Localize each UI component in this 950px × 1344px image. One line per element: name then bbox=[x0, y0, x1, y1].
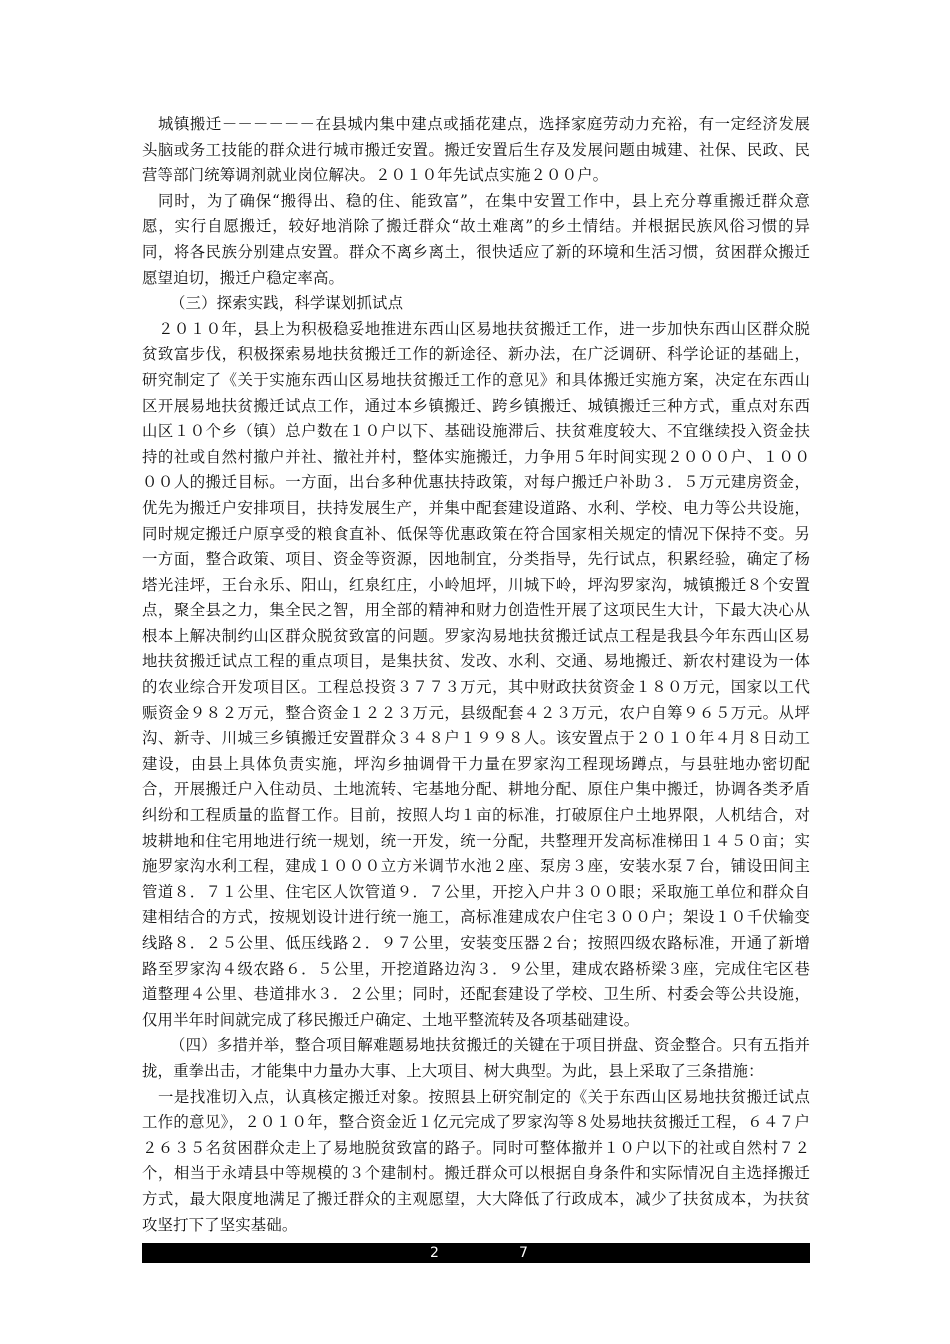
paragraph-voluntary-relocation: 同时，为了确保“搬得出、稳的住、能致富”，在集中安置工作中，县上充分尊重搬迁群众意愿，实行自愿搬迁，较好地消除了搬迁群众“故土难离”的乡土情结。并根据民族风俗习惯的异同，将各民族分别建点安置。群众不离乡离土，很快适应了新的环境和生活习惯，贫困群众搬迁愿望迫切，搬迁户稳定率高。 bbox=[142, 191, 810, 287]
paragraph-urban-relocation: 城镇搬迁－－－－－－在县城内集中建点或插花建点，选择家庭劳动力充裕，有一定经济发展头脑或务工技能的群众进行城市搬迁安置。搬迁安置后生存及发展问题由城建、社保、民政、民营等部门统筹调剂就业岗位解决。２０１０年先试点实施２００户。 bbox=[142, 115, 810, 185]
paragraph-first-measure: 一是找准切入点，认真核定搬迁对象。按照县上研究制定的《关于东西山区易地扶贫搬迁试点工作的意见》，２０１０年，整合资金近１亿元完成了罗家沟等８处易地扶贫搬迁工程，６４７户２６３５名贫困群众走上了易地脱贫致富的路子。同时可整体撤并１０户以下的社或自然村７２个，相当于永靖县中等规模的３个建制村。搬迁群众可以根据自身条件和实际情况自主选择搬迁方式，最大限度地满足了搬迁群众的主观愿望，大大降低了行政成本，减少了扶贫成本，为扶贫攻坚打下了坚实基础。 bbox=[142, 1087, 810, 1234]
paragraph-pilot-project: ２０１０年，县上为积极稳妥地推进东西山区易地扶贫搬迁工作，进一步加快东西山区群众脱贫致富步伐，积极探索易地扶贫搬迁工作的新途径、新办法，在广泛调研、科学论证的基础上，研究制定了《关于实施东西山区易地扶贫搬迁工作的意见》和具体搬迁实施方案，决定在东西山区开展易地扶贫搬迁试点工作，通过本乡镇搬迁、跨乡镇搬迁、城镇搬迁三种方式，重点对东西山区１０个乡（镇）总户数在１０户以下、基础设施滞后、扶贫难度较大、不宜继续投入资金扶持的社或自然村撤户并社、撤社并村，整体实施搬迁，力争用５年时间实现２０００户、１００００人的搬迁目标。一方面，出台多种优惠扶持政策，对每户搬迁户补助３．５万元建房资金，优先为搬迁户安排项目，扶持发展生产，并集中配套建设道路、水利、学校、电力等公共设施，同时规定搬迁户原享受的粮食直补、低保等优惠政策在符合国家相关规定的情况下保持不变。另一方面，整合政策、项目、资金等资源，因地制宜，分类指导，先行试点，积累经验，确定了杨塔光洼坪，王台永乐、阳山，红泉红庄，小岭旭坪，川城下岭，坪沟罗家沟，城镇搬迁８个安置点，聚全县之力，集全民之智，用全部的精神和财力创造性开展了这项民生大计，下最大决心从根本上解决制约山区群众脱贫致富的问题。罗家沟易地扶贫搬迁试点工程是我县今年东西山区易地扶贫搬迁试点工程的重点项目，是集扶贫、发改、水利、交通、易地搬迁、新农村建设为一体的农业综合开发项目区。工程总投资３７７３万元，其中财政扶贫资金１８０万元，国家以工代赈资金９８２万元，整合资金１２２３万元，县级配套４２３万元，农户自筹９６５万元。从坪沟、新寺、川城三乡镇搬迁安置群众３４８户１９９８人。该安置点于２０１０年４月８日动工建设，由县上具体负责实施，坪沟乡抽调骨干力量在罗家沟工程现场蹲点，与县驻地办密切配合，开展搬迁户入住动员、土地流转、宅基地分配、耕地分配、原住户集中搬迁，协调各类矛盾纠纷和工程质量的监督工作。目前，按照人均１亩的标准，打破原住户土地界限，人机结合，对坡耕地和住宅用地进行统一规划，统一开发，统一分配，共整理开发高标准梯田１４５０亩；实施罗家沟水利工程，建成１０００立方米调节水池２座、泵房３座，安装水泵７台，铺设田间主管道８．７１公里、住宅区人饮管道９．７公里，开挖入户井３００眼；采取施工单位和群众自建相结合的方式，按规划设计进行统一施工，高标准建成农户住宅３００户；架设１０千伏输变线路８．２５公里、低压线路２．９７公里，安装变压器２台；按照四级农路标准，开通了新增路至罗家沟４级农路６．５公里，开挖道路边沟３．９公里，建成农路桥梁３座，完成住宅区巷道整理４公里、巷道排水３．２公里；同时，还配套建设了学校、卫生所、村委会等公共设施，仅用半年时间就完成了移民搬迁户确定、土地平整流转及各项基础建设。 bbox=[142, 319, 810, 1029]
page-number-left: 2 bbox=[430, 1245, 439, 1261]
section-heading-4: （四）多措并举，整合项目解难题易地扶贫搬迁的关键在于项目拼盘、资金整合。只有五指并拢，重拳出击，才能集中力量办大事、上大项目、树大典型。为此，县上采取了三条措施： bbox=[142, 1036, 810, 1080]
section-heading-3: （三）探索实践，科学谋划抓试点 bbox=[170, 294, 404, 313]
page-number-right: 7 bbox=[519, 1245, 528, 1261]
document-body bbox=[142, 112, 810, 1238]
page-footer-bar bbox=[142, 1243, 810, 1263]
